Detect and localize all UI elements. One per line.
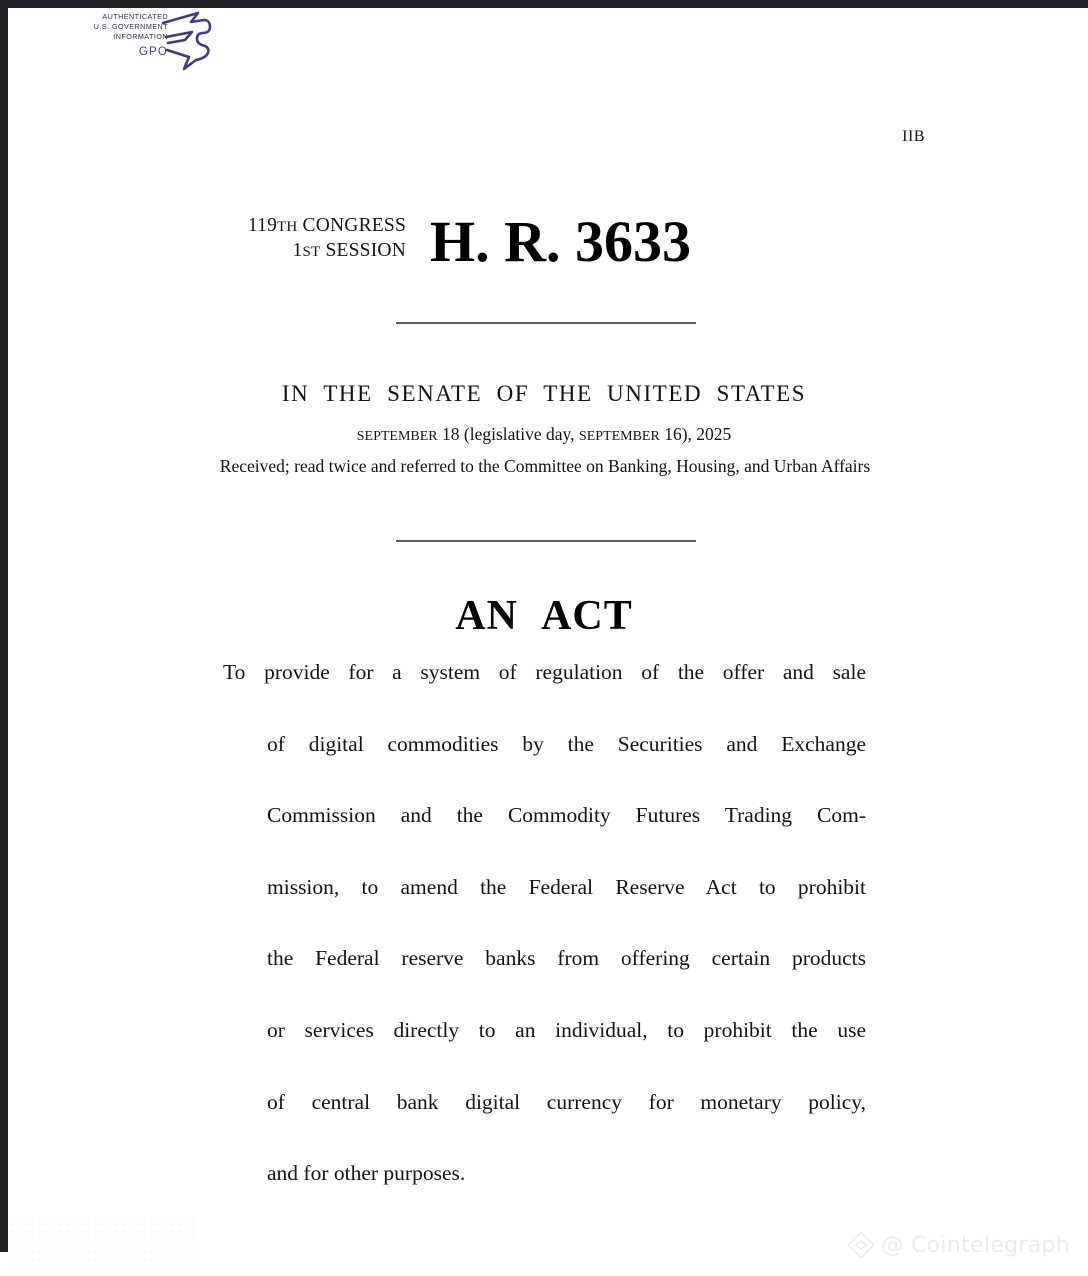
act-body-line: To provide for a system of regulation of the offer and sale: [223, 660, 866, 684]
action-date-legislative-day: 16),: [664, 424, 692, 444]
act-body-line: and for other purposes.: [267, 1161, 466, 1186]
divider-rule-top: [396, 322, 696, 324]
page-frame-top-edge: [0, 0, 1088, 8]
divider-rule-bottom: [396, 540, 696, 542]
act-body-line: of central bank digital currency for monetary policy,: [267, 1089, 866, 1114]
bill-number: H. R. 3633: [430, 209, 691, 274]
congress-label: 119TH CONGRESS: [247, 215, 406, 236]
gpo-seal-acronym: GPO: [138, 46, 168, 58]
gpo-seal-line-2: U.S. GOVERNMENT: [93, 22, 168, 31]
act-body-line: the Federal reserve banks from offering certain products: [267, 946, 866, 971]
page-corner-texture: [8, 1214, 198, 1276]
referral-line-2: Urban Affairs: [773, 456, 871, 476]
gpo-authentication-seal: [86, 10, 208, 72]
act-body-line: of digital commodities by the Securities and Exchange: [267, 731, 866, 756]
cointelegraph-diamond-icon: [848, 1232, 874, 1258]
action-date-year: 2025: [696, 424, 732, 444]
watermark-label: @ Cointelegraph: [881, 1232, 1070, 1258]
action-date-legislative-month: SEPTEMBER: [578, 429, 660, 444]
action-date-day: 18: [442, 424, 460, 444]
action-date-month: SEPTEMBER: [356, 429, 438, 444]
session-label: 1ST SESSION: [292, 240, 406, 261]
gpo-seal-line-1: AUTHENTICATED: [102, 12, 168, 21]
action-date-line: [0, 424, 1088, 445]
gpo-seal-line-3: INFORMATION: [113, 32, 168, 41]
congress-session-block: [186, 214, 406, 264]
act-title: AN ACT: [455, 593, 633, 639]
document-class-label: IIB: [902, 128, 925, 145]
gpo-seal-text: [86, 12, 168, 42]
chamber-heading: IN THE SENATE OF THE UNITED STATES: [281, 381, 807, 406]
cointelegraph-watermark: [848, 1232, 1070, 1258]
referral-line-1: Received; read twice and referred to the Committee on Banking, Housing, and: [219, 456, 770, 476]
act-body-line: Commission and the Commodity Futures Trading Com-: [267, 803, 866, 828]
bill-header: [0, 206, 1088, 284]
gpo-eagle-icon: [158, 10, 212, 72]
act-body-line: or services directly to an individual, to prohibit the use: [267, 1017, 866, 1042]
referral-action-text: [219, 452, 871, 481]
act-body-line: mission, to amend the Federal Reserve Act to prohibit: [267, 874, 866, 899]
action-date-paren: (legislative day,: [463, 424, 575, 444]
act-long-title-body: [223, 655, 866, 1192]
